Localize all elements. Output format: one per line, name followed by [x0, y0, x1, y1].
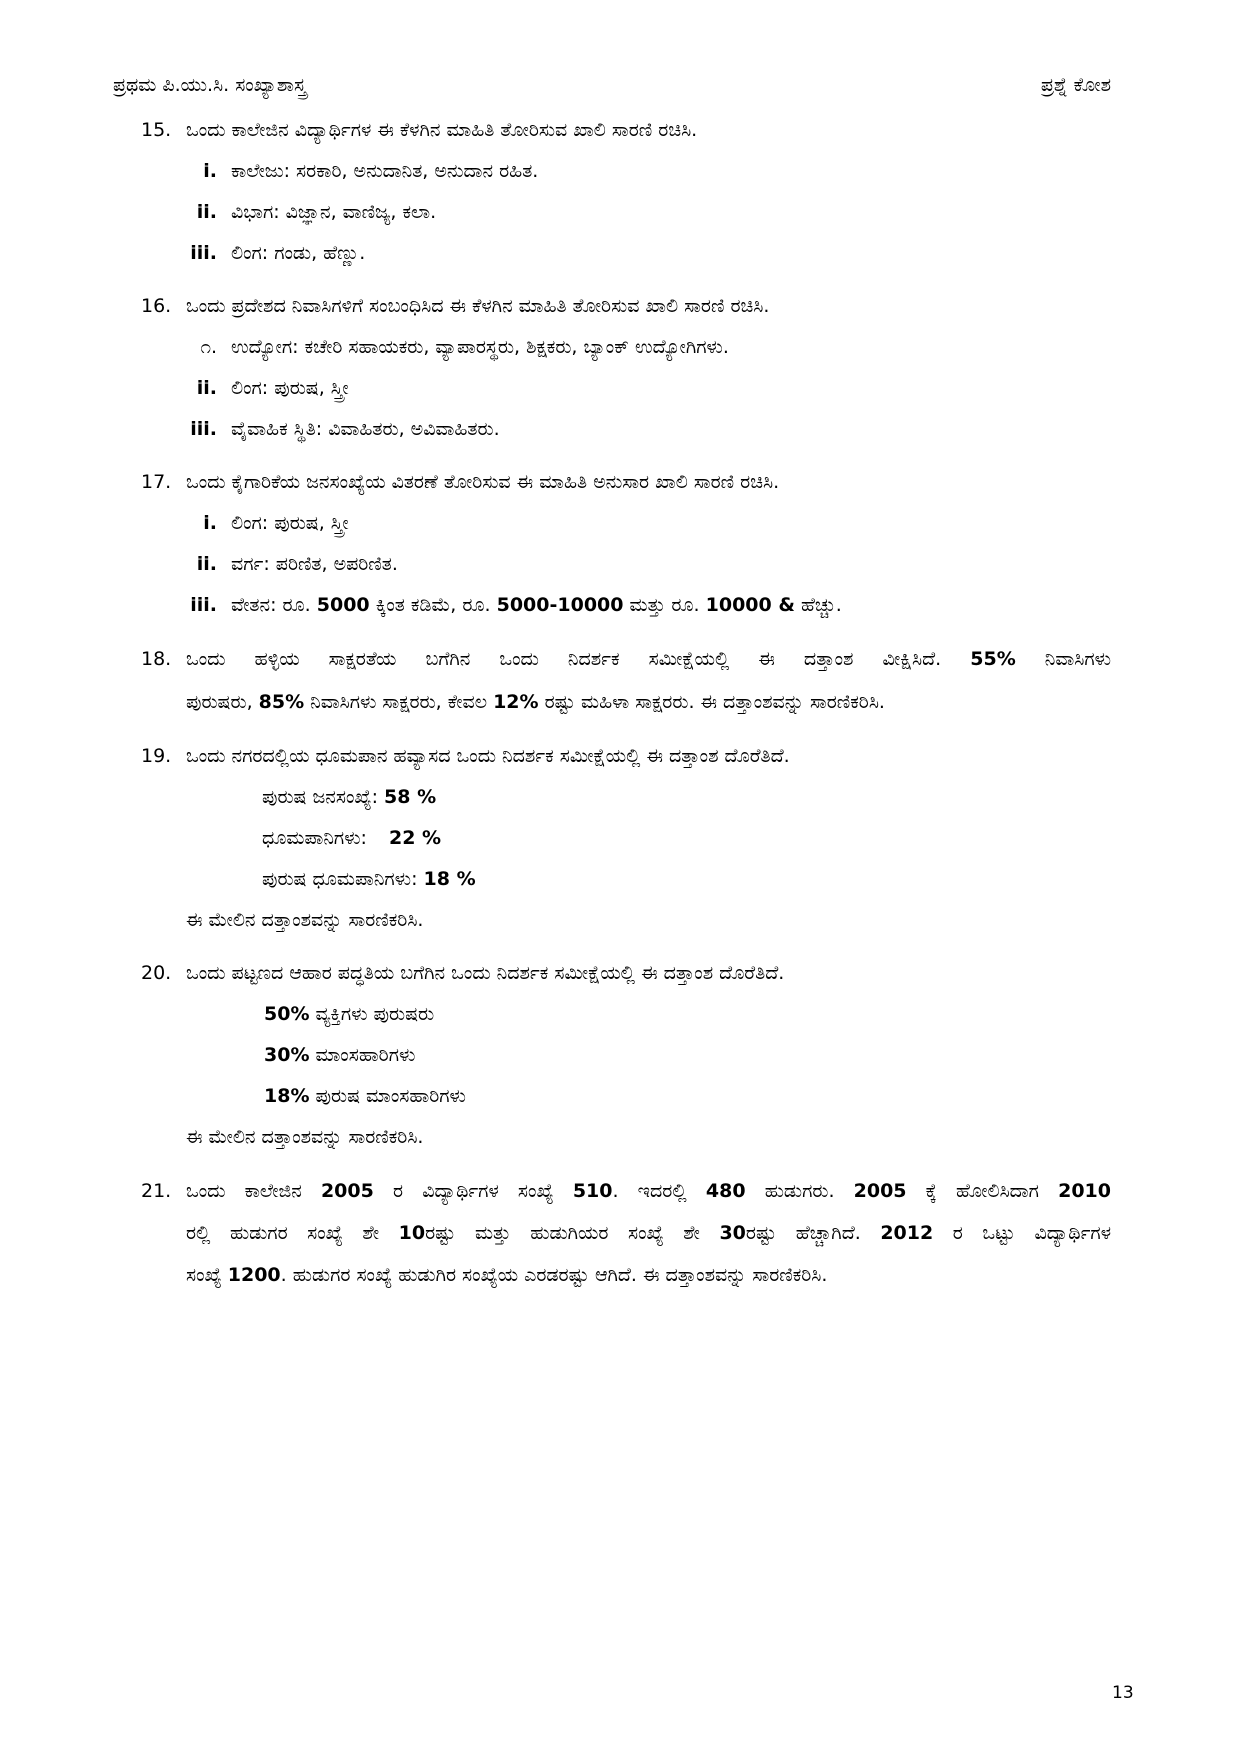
- sub-item-numeral: i.: [203, 160, 217, 182]
- sub-item-text: ಲಿಂಗ: ಪುರುಷ, ಸ್ತ್ರೀ: [231, 512, 349, 534]
- percent-value: 55%: [970, 648, 1016, 670]
- header-section-title: ಪ್ರಶ್ನೆ ಕೋಶ: [1040, 74, 1111, 96]
- question-instruction: ಈ ಮೇಲಿನ ದತ್ತಾಂಶವನ್ನು ಸಾರಣಿಕರಿಸಿ.: [186, 1126, 424, 1148]
- data-value: 58 %: [384, 786, 437, 808]
- sub-item-numeral: i.: [203, 512, 217, 534]
- number-value: 510: [572, 1180, 613, 1202]
- question-21: [141, 1170, 1111, 1296]
- text-segment: ನಿವಾಸಿಗಳು ಸಾಕ್ಷರರು, ಕೇವಲ: [304, 691, 494, 713]
- sub-item-text: ಲಿಂಗ: ಗಂಡು, ಹೆಣ್ಣು.: [231, 242, 366, 264]
- text-segment: ನಿವಾಸಿಗಳು: [1015, 648, 1111, 670]
- question-16: [141, 286, 1111, 450]
- text-segment: ಒಂದು ಹಳ್ಳಿಯ ಸಾಕ್ಷರತೆಯ ಬಗೆಗಿನ ಒಂದು ನಿದರ್ಶಕ ಸಮೀಕ್ಷೆಯಲ್ಲಿ ಈ ದತ್ತಾಂಶ ವೀಕ್ಷಿಸಿದೆ.: [186, 648, 971, 670]
- data-line: [262, 859, 1111, 900]
- sub-item-numeral: iii.: [190, 594, 217, 616]
- number-value: 2012: [880, 1222, 934, 1244]
- data-value: 30%: [264, 1044, 310, 1066]
- data-label: ಪುರುಷ ಮಾಂಸಹಾರಿಗಳು: [315, 1085, 466, 1107]
- sub-item: [186, 151, 1111, 192]
- sub-item-text: ವರ್ಗ: ಪರಿಣಿತ, ಅಪರಿಣಿತ.: [231, 553, 398, 575]
- question-number: 17.: [141, 471, 172, 493]
- data-label: ಪುರುಷ ಧೂಮಪಾನಿಗಳು:: [262, 868, 418, 890]
- sub-item-numeral: ii.: [196, 553, 217, 575]
- text-segment: ಹುಡುಗರು.: [745, 1180, 854, 1202]
- question-text-line: [186, 1212, 1111, 1254]
- data-line: [262, 818, 1111, 859]
- percent-value: 12%: [493, 691, 539, 713]
- sub-item-numeral: ii.: [196, 201, 217, 223]
- question-text: ಒಂದು ಪಟ್ಟಣದ ಆಹಾರ ಪದ್ಧತಿಯ ಬಗೆಗಿನ ಒಂದು ನಿದರ್ಶಕ ಸಮೀಕ್ಷೆಯಲ್ಲಿ ಈ ದತ್ತಾಂಶ ದೊರೆತಿದೆ.: [186, 962, 785, 984]
- page-number: 13: [1112, 1683, 1134, 1703]
- salary-value: 5000: [316, 594, 370, 616]
- text-segment: ರಷ್ಟು ಮತ್ತು ಹುಡುಗಿಯರ ಸಂಖ್ಯೆ ಶೇ: [425, 1222, 720, 1244]
- text-segment: ಕ್ಕೆ ಹೋಲಿಸಿದಾಗ: [906, 1180, 1059, 1202]
- sub-item: [186, 327, 1111, 368]
- data-line: [264, 1076, 1111, 1117]
- sub-item-numeral: ೧.: [200, 336, 217, 358]
- question-instruction: ಈ ಮೇಲಿನ ದತ್ತಾಂಶವನ್ನು ಸಾರಣಿಕರಿಸಿ.: [186, 909, 424, 931]
- data-label: ಧೂಮಪಾನಿಗಳು:: [262, 827, 367, 849]
- data-value: 50%: [264, 1003, 310, 1025]
- question-text-line: [186, 1254, 1111, 1296]
- sub-item-text: ಲಿಂಗ: ಪುರುಷ, ಸ್ತ್ರೀ: [231, 377, 349, 399]
- question-text: ಒಂದು ಪ್ರದೇಶದ ನಿವಾಸಿಗಳಿಗೆ ಸಂಬಂಧಿಸಿದ ಈ ಕೆಳಗಿನ ಮಾಹಿತಿ ತೋರಿಸುವ ಖಾಲಿ ಸಾರಣಿ ರಚಿಸಿ.: [186, 295, 770, 317]
- sub-item-text: ವೈವಾಹಿಕ ಸ್ಥಿತಿ: ವಿವಾಹಿತರು, ಅವಿವಾಹಿತರು.: [231, 418, 500, 440]
- text-segment: ರ ಒಟ್ಟು ವಿದ್ಯಾರ್ಥಿಗಳ: [933, 1222, 1112, 1244]
- question-text-line: [186, 681, 1111, 724]
- question-19: [141, 736, 1111, 941]
- number-value: 480: [705, 1180, 746, 1202]
- text-segment: ರಷ್ಟು ಮಹಿಳಾ ಸಾಕ್ಷರರು. ಈ ದತ್ತಾಂಶವನ್ನು ಸಾರಣಿಕರಿಸಿ.: [538, 691, 885, 713]
- sub-item: [186, 233, 1111, 274]
- question-text: ಒಂದು ನಗರದಲ್ಲಿಯ ಧೂಮಪಾನ ಹವ್ಯಾಸದ ಒಂದು ನಿದರ್ಶಕ ಸಮೀಕ್ಷೆಯಲ್ಲಿ ಈ ದತ್ತಾಂಶ ದೊರೆತಿದೆ.: [186, 745, 790, 767]
- data-value: 18 %: [423, 868, 476, 890]
- data-value: 22 %: [388, 827, 442, 849]
- text-segment: ಸಂಖ್ಯೆ: [186, 1264, 228, 1286]
- question-number: 18.: [141, 648, 172, 670]
- sub-item: [186, 585, 1111, 626]
- sub-item: [186, 368, 1111, 409]
- data-line: [264, 1035, 1111, 1076]
- number-value: 2010: [1058, 1180, 1111, 1202]
- text-segment: ರಷ್ಟು ಹೆಚ್ಚಾಗಿದೆ.: [745, 1222, 881, 1244]
- number-value: 30: [719, 1222, 746, 1244]
- sub-item-numeral: ii.: [196, 377, 217, 399]
- question-17: [141, 462, 1111, 626]
- question-text: ಒಂದು ಕಾಲೇಜಿನ ವಿದ್ಯಾರ್ಥಿಗಳ ಈ ಕೆಳಗಿನ ಮಾಹಿತಿ ತೋರಿಸುವ ಖಾಲಿ ಸಾರಣಿ ರಚಿಸಿ.: [186, 119, 698, 141]
- text-segment: ಒಂದು ಕಾಲೇಜಿನ: [186, 1180, 321, 1202]
- question-number: 16.: [141, 295, 172, 317]
- sub-item-text: ಉದ್ಯೋಗ: ಕಚೇರಿ ಸಹಾಯಕರು, ವ್ಯಾಪಾರಸ್ಥರು, ಶಿಕ್ಷಕರು, ಬ್ಯಾಂಕ್ ಉದ್ಯೋಗಿಗಳು.: [231, 336, 729, 358]
- text-segment: ಪುರುಷರು,: [186, 691, 259, 713]
- number-value: 10: [398, 1222, 426, 1244]
- question-list: [141, 110, 1111, 1308]
- salary-value: 5000-10000: [496, 594, 624, 616]
- header-course-title: ಪ್ರಥಮ ಪಿ.ಯು.ಸಿ. ಸಂಖ್ಯಾಶಾಸ್ತ್ರ: [113, 74, 307, 96]
- number-value: 2005: [853, 1180, 907, 1202]
- number-value: 2005: [320, 1180, 374, 1202]
- question-20: [141, 953, 1111, 1158]
- sub-item: [186, 544, 1111, 585]
- sub-item: [186, 192, 1111, 233]
- text-segment: ರ ವಿದ್ಯಾರ್ಥಿಗಳ ಸಂಖ್ಯೆ: [373, 1180, 573, 1202]
- question-text-line: [186, 1170, 1111, 1212]
- data-label: ಪುರುಷ ಜನಸಂಖ್ಯೆ:: [262, 786, 378, 808]
- text-segment: . ಹುಡುಗರ ಸಂಖ್ಯೆ ಹುಡುಗಿರ ಸಂಖ್ಯೆಯ ಎರಡರಷ್ಟು ಆಗಿದೆ. ಈ ದತ್ತಾಂಶವನ್ನು ಸಾರಣಿಕರಿಸಿ.: [280, 1264, 828, 1286]
- text-segment: ಹೆಚ್ಚು.: [794, 594, 842, 616]
- sub-item-text: ಕಾಲೇಜು: ಸರಕಾರಿ, ಅನುದಾನಿತ, ಅನುದಾನ ರಹಿತ.: [231, 160, 539, 182]
- data-line: [264, 994, 1111, 1035]
- data-label: ಮಾಂಸಹಾರಿಗಳು: [315, 1044, 416, 1066]
- percent-value: 85%: [258, 691, 305, 713]
- sub-item: [186, 409, 1111, 450]
- sub-item-numeral: iii.: [190, 242, 217, 264]
- text-segment: . ಇದರಲ್ಲಿ: [612, 1180, 706, 1202]
- text-segment: ಕ್ಕಿಂತ ಕಡಿಮೆ, ರೂ.: [369, 594, 497, 616]
- number-value: 1200: [227, 1264, 281, 1286]
- sub-item-text: ವಿಭಾಗ: ವಿಜ್ಞಾನ, ವಾಣಿಜ್ಯ, ಕಲಾ.: [231, 201, 437, 223]
- question-18: [141, 638, 1111, 724]
- text-segment: ವೇತನ: ರೂ.: [231, 594, 317, 616]
- question-number: 15.: [141, 119, 172, 141]
- question-text-line: [186, 638, 1111, 681]
- question-number: 19.: [141, 745, 172, 767]
- text-segment: ರಲ್ಲಿ ಹುಡುಗರ ಸಂಖ್ಯೆ ಶೇ: [186, 1222, 399, 1244]
- sub-item-numeral: iii.: [190, 418, 217, 440]
- question-15: [141, 110, 1111, 274]
- text-segment: ಮತ್ತು ರೂ.: [623, 594, 706, 616]
- question-text: ಒಂದು ಕೈಗಾರಿಕೆಯ ಜನಸಂಖ್ಯೆಯ ವಿತರಣೆ ತೋರಿಸುವ ಈ ಮಾಹಿತಿ ಅನುಸಾರ ಖಾಲಿ ಸಾರಣಿ ರಚಿಸಿ.: [186, 471, 780, 493]
- data-line: [262, 777, 1111, 818]
- question-number: 21.: [141, 1180, 172, 1202]
- data-value: 18%: [264, 1085, 310, 1107]
- page-header: [113, 65, 1111, 106]
- salary-value: 10000 &: [705, 594, 795, 616]
- sub-item: [186, 503, 1111, 544]
- question-number: 20.: [141, 962, 172, 984]
- sub-item-text: [231, 585, 842, 626]
- data-label: ವ್ಯಕ್ತಿಗಳು ಪುರುಷರು: [315, 1003, 435, 1025]
